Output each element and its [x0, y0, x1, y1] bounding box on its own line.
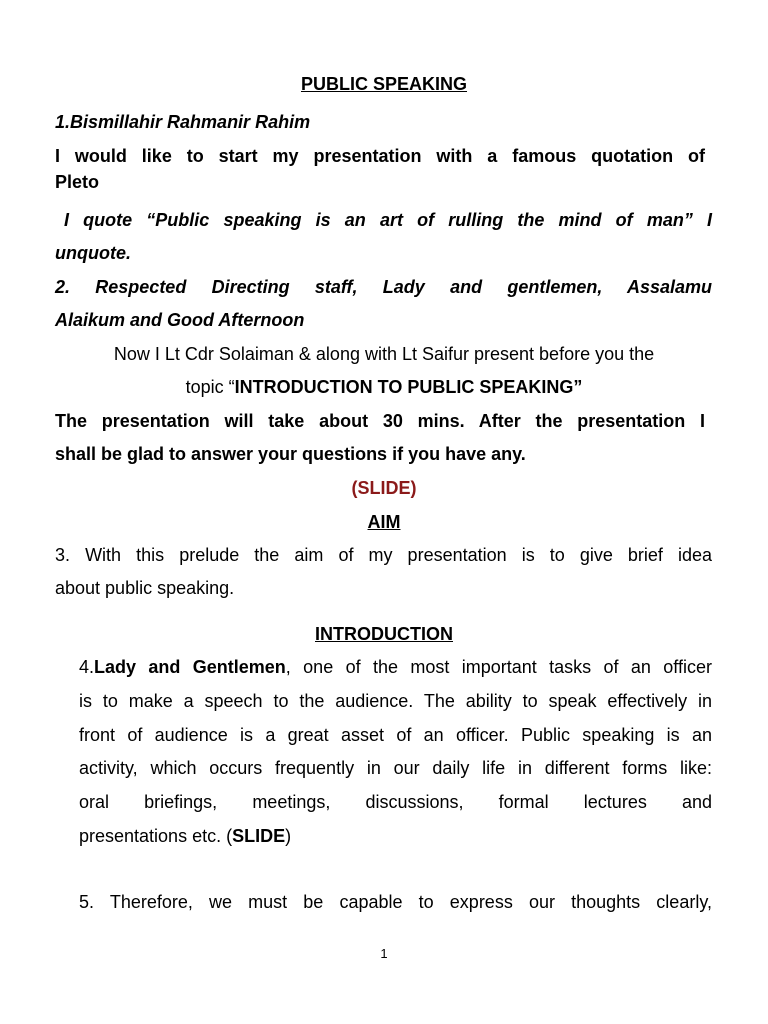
introduction-line-6-text: presentations etc. (: [79, 826, 233, 846]
greeting-line-2: Alaikum and Good Afternoon: [55, 310, 305, 330]
slide-reference: SLIDE: [232, 826, 286, 846]
aim-line-1: 3. With this prelude the aim of my presentation is to give brief idea: [55, 545, 712, 565]
quote-line-1: I quote “Public speaking is an art of rulling the mind of man” I: [64, 210, 712, 230]
therefore-line: 5. Therefore, we must be capable to express our thoughts clearly,: [79, 892, 712, 912]
quotation-intro-line-1: I would like to start my presentation with a famous quotation of: [55, 146, 705, 166]
introduction-line-6: [79, 826, 291, 847]
duration-line-1: The presentation will take about 30 mins. After the presentation I: [55, 411, 705, 431]
presenters-line: Now I Lt Cdr Solaiman & along with Lt Saifur present before you the: [113, 344, 655, 364]
introduction-heading: INTRODUCTION: [315, 624, 453, 644]
introduction-line-4: activity, which occurs frequently in our daily life in different forms like:: [79, 758, 712, 778]
topic-prefix: topic “: [185, 377, 235, 397]
introduction-line-2: is to make a speech to the audience. The ability to speak effectively in: [79, 691, 712, 711]
topic-title: INTRODUCTION TO PUBLIC SPEAKING”: [234, 377, 583, 397]
opening-invocation: 1.Bismillahir Rahmanir Rahim: [55, 112, 311, 132]
topic-line: [0, 377, 768, 398]
aim-heading: AIM: [367, 512, 401, 532]
paragraph-number: 4.: [79, 657, 95, 677]
address-phrase: Lady and Gentlemen: [94, 657, 286, 677]
introduction-line-1-rest: , one of the most important tasks of an officer: [285, 657, 712, 677]
closing-paren: ): [285, 826, 292, 846]
page-number: 1: [380, 946, 388, 961]
aim-line-2: about public speaking.: [55, 578, 235, 598]
quotation-intro-line-2: Pleto: [55, 172, 100, 192]
quote-line-2: unquote.: [55, 243, 131, 263]
introduction-line-1: [79, 657, 712, 678]
introduction-line-5: oral briefings, meetings, discussions, formal lectures and: [79, 792, 712, 812]
introduction-line-3: front of audience is a great asset of an officer. Public speaking is an: [79, 725, 712, 745]
greeting-line-1: 2. Respected Directing staff, Lady and gentlemen, Assalamu: [55, 277, 712, 297]
slide-marker: (SLIDE): [351, 478, 417, 498]
page-title: PUBLIC SPEAKING: [300, 74, 468, 94]
duration-line-2: shall be glad to answer your questions if you have any.: [55, 444, 526, 464]
